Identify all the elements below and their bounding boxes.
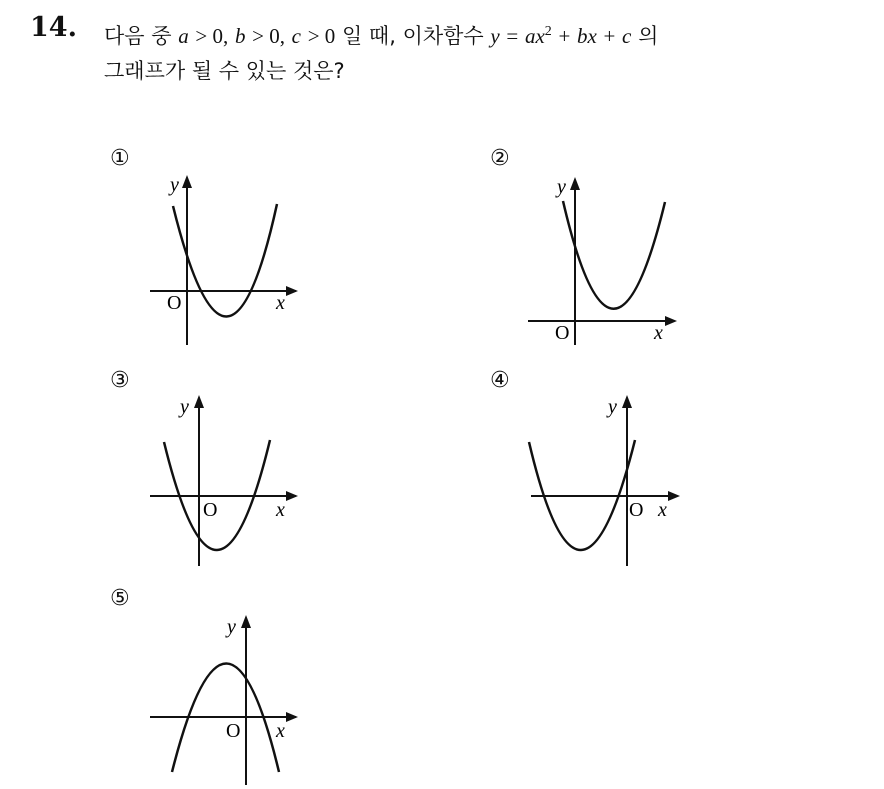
- choice-2-y-label: y: [557, 176, 566, 198]
- choice-3-x-label: x: [276, 499, 285, 521]
- cond-b-op: > 0,: [252, 24, 285, 48]
- choice-5-y-arrow: [241, 615, 251, 628]
- stem-line-2: 그래프가 될 수 있는 것은?: [104, 59, 345, 83]
- var-b: b: [234, 24, 246, 48]
- choice-5-x-arrow: [286, 712, 298, 722]
- choice-5-y-label: y: [227, 616, 236, 638]
- choice-3-y-arrow: [194, 395, 204, 408]
- choice-1-y-label: y: [170, 174, 179, 196]
- choice-2-parabola: [563, 201, 665, 309]
- eq-bx: bx: [577, 24, 597, 48]
- eq-y: y: [490, 24, 500, 48]
- choice-4-x-arrow: [668, 491, 680, 501]
- choice-2-number[interactable]: ②: [490, 146, 510, 171]
- eq-square: 2: [544, 24, 552, 39]
- choice-4-y-arrow: [622, 395, 632, 408]
- var-c: c: [291, 24, 301, 48]
- stem-mid: 일 때, 이차함수: [341, 24, 484, 48]
- choice-5-x-label: x: [276, 720, 285, 742]
- eq-equals: =: [506, 24, 519, 48]
- choice-2-x-arrow: [665, 316, 677, 326]
- choice-4-number[interactable]: ④: [490, 368, 510, 393]
- choice-1-parabola: [173, 204, 277, 317]
- choice-5-number[interactable]: ⑤: [110, 586, 130, 611]
- stem-prefix: 다음 중: [104, 24, 172, 48]
- cond-a-op: > 0,: [195, 24, 229, 48]
- choice-2-origin: O: [555, 322, 570, 344]
- choice-3-x-arrow: [286, 491, 298, 501]
- choice-2-y-arrow: [570, 177, 580, 190]
- choice-5-origin: O: [226, 720, 241, 742]
- eq-ax: ax: [524, 24, 545, 48]
- eq-c: c: [622, 24, 632, 48]
- choice-1-number[interactable]: ①: [110, 146, 130, 171]
- choice-1-x-label: x: [276, 292, 285, 314]
- choice-3-y-label: y: [180, 396, 189, 418]
- cond-c-op: > 0: [307, 24, 336, 48]
- choice-1-origin: O: [167, 292, 182, 314]
- choice-3-number[interactable]: ③: [110, 368, 130, 393]
- choice-4-y-label: y: [608, 396, 617, 418]
- eq-plus-2: +: [603, 24, 616, 48]
- choice-3-origin: O: [203, 499, 218, 521]
- choice-1-y-arrow: [182, 175, 192, 188]
- choice-4-origin: O: [629, 499, 644, 521]
- choice-2-x-label: x: [654, 322, 663, 344]
- choice-1-x-arrow: [286, 286, 298, 296]
- eq-plus-1: +: [558, 24, 571, 48]
- stem-suffix: 의: [638, 24, 659, 48]
- question-number: 14.: [30, 12, 77, 43]
- var-a: a: [178, 24, 189, 48]
- choice-4-x-label: x: [658, 499, 667, 521]
